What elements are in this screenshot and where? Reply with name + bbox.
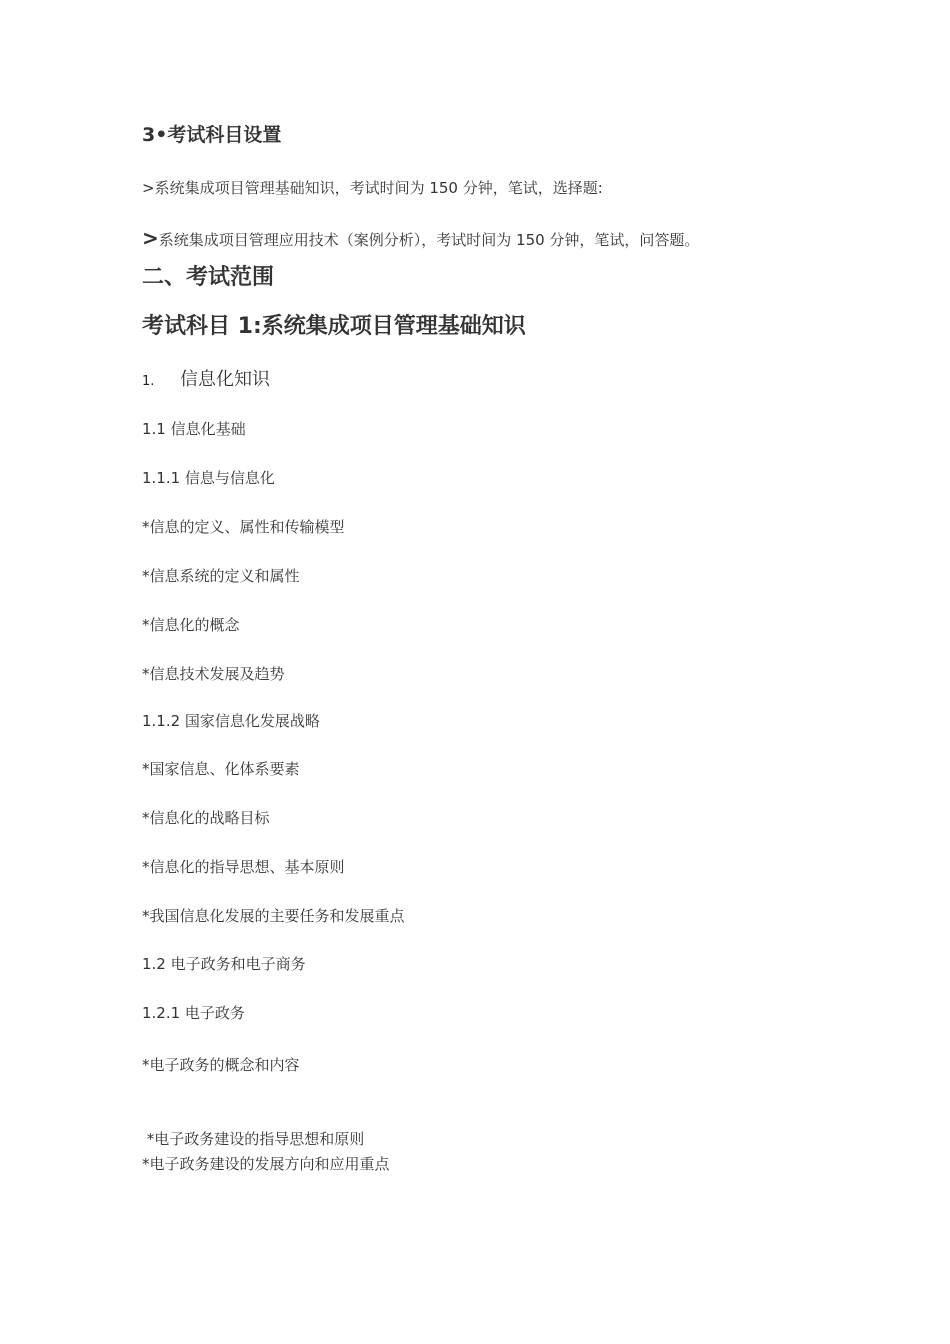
list-item: 1.2.1 电子政务 — [142, 1004, 245, 1022]
list-item: *信息化的指导思想、基本原则 — [142, 858, 345, 876]
exam-subject-item-2-text: 系统集成项目管理应用技术（案例分析），考试时间为 150 分钟，笔试，问答题。 — [158, 231, 700, 249]
section-2-title: 二、考试范围 — [142, 265, 275, 290]
arrow-marker: > — [142, 226, 159, 250]
list-item: *信息化的概念 — [142, 616, 240, 634]
list-item: 1.1.2 国家信息化发展战略 — [142, 712, 320, 730]
list-item: *电子政务建设的指导思想和原则 — [142, 1130, 365, 1148]
subject-1-title: 考试科目 1:系统集成项目管理基础知识 — [142, 314, 526, 339]
exam-subject-item-2 — [142, 226, 699, 250]
chapter-title: 信息化知识 — [180, 369, 270, 390]
list-item: *信息的定义、属性和传输模型 — [142, 518, 345, 536]
list-item: *国家信息、化体系要素 — [142, 760, 300, 778]
exam-subject-item-1: >系统集成项目管理基础知识，考试时间为 150 分钟，笔试，选择题: — [142, 179, 603, 197]
chapter-number: 1. — [142, 374, 155, 389]
list-item: *信息技术发展及趋势 — [142, 665, 285, 683]
list-item: *电子政务建设的发展方向和应用重点 — [142, 1155, 390, 1173]
list-item: *我国信息化发展的主要任务和发展重点 — [142, 907, 405, 925]
list-item: *信息系统的定义和属性 — [142, 567, 300, 585]
list-item: 1.1.1 信息与信息化 — [142, 469, 275, 487]
chapter-heading — [142, 369, 270, 391]
list-item: 1.2 电子政务和电子商务 — [142, 955, 306, 973]
list-item: *信息化的战略目标 — [142, 809, 270, 827]
list-item: *电子政务的概念和内容 — [142, 1056, 300, 1074]
section-3-title: 3•考试科目设置 — [142, 124, 282, 146]
list-item: 1.1 信息化基础 — [142, 420, 246, 438]
